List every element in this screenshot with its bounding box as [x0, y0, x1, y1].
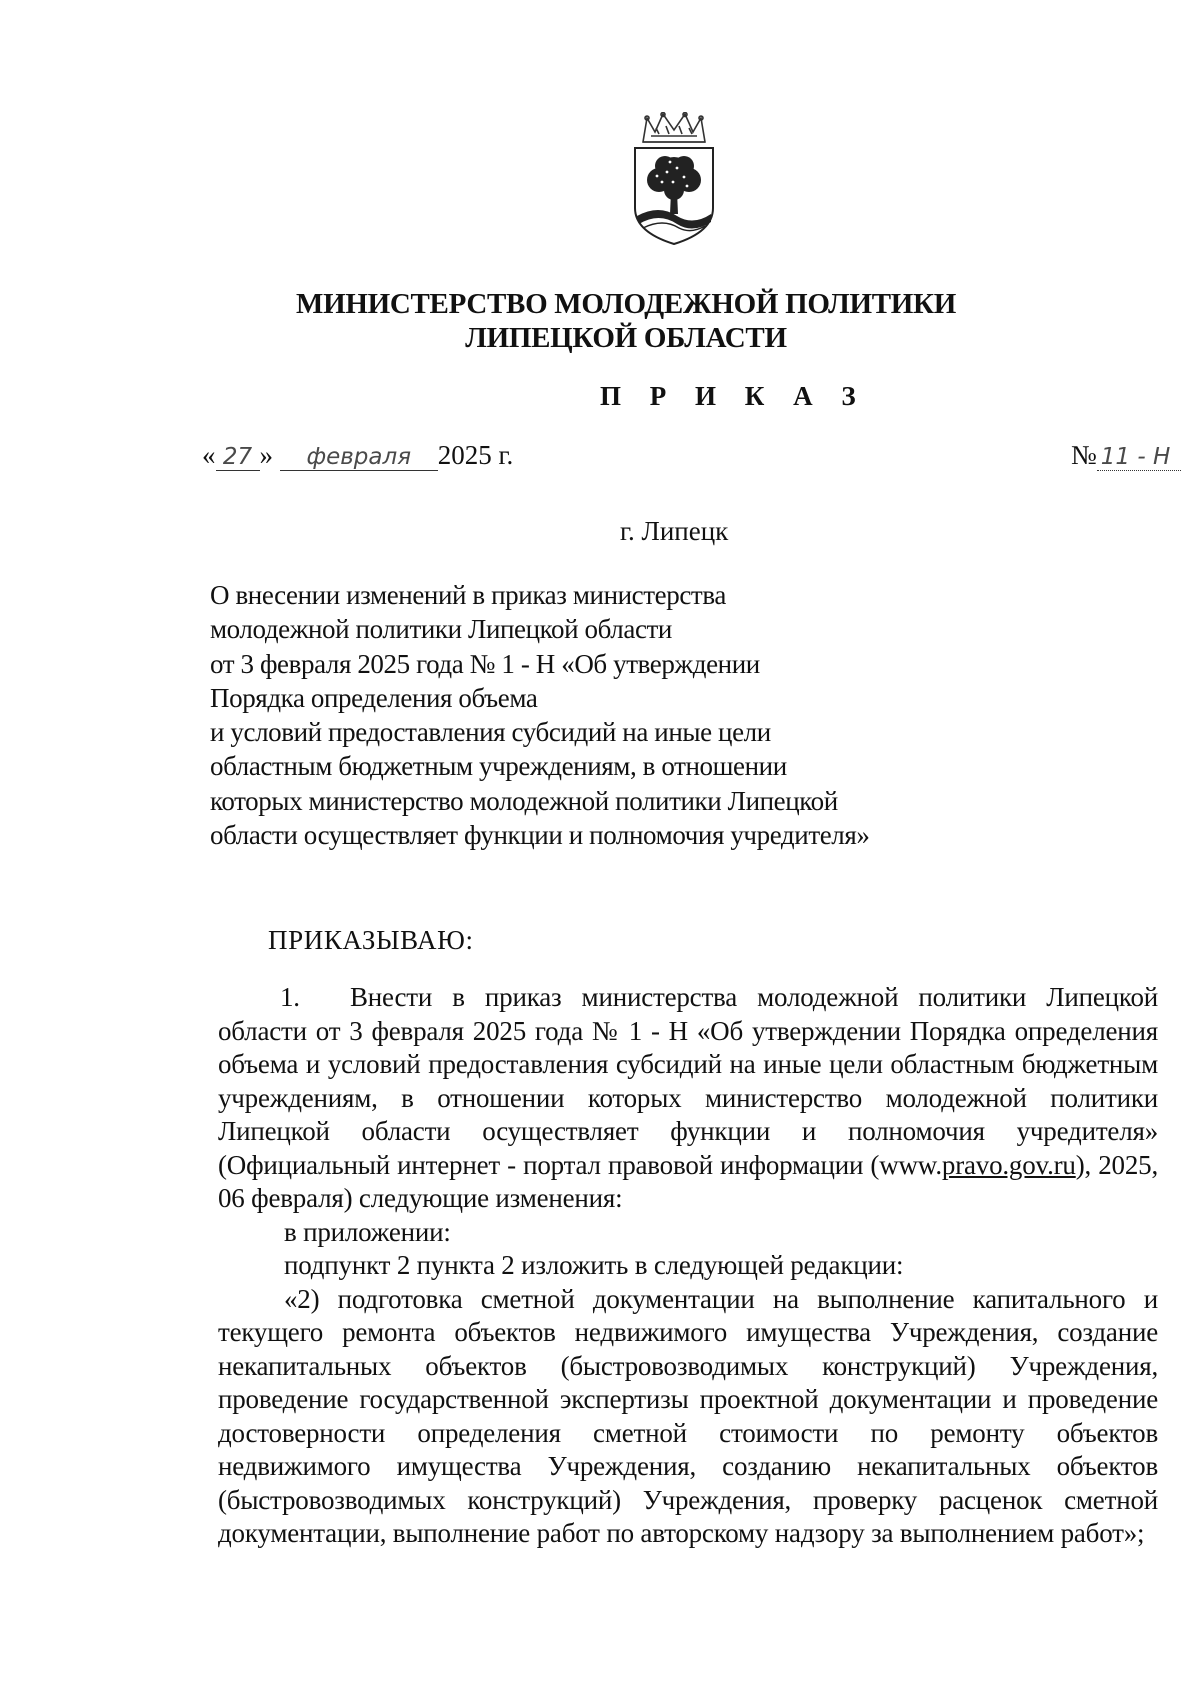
in-appendix-paragraph: в приложении: [284, 1216, 451, 1247]
date-year: 2025 г. [437, 440, 514, 470]
number-value: 11 - Н [1097, 444, 1181, 471]
date-day: 27 [216, 444, 260, 471]
subject-line: Порядка определения объема [210, 682, 538, 713]
date-close-quote: » [259, 440, 273, 470]
subject-line: которых министерство молодежной политики Липецкой [210, 785, 838, 816]
subject-line: молодежной политики Липецкой области [210, 614, 672, 645]
document-date [202, 440, 513, 471]
subject-line: от 3 февраля 2025 года № 1 - Н «Об утверждении [210, 648, 760, 679]
item-1-paragraph [218, 981, 1158, 1216]
new-subpoint-paragraph: «2) подготовка сметной документации на выполнение капитального и текущего ремонта объектов недвижимого имущества Учреждения, создание некапитальных объектов (быстровозводимых конструкций) Учреждения, проведение государственной экспертизы проектной документации и проведение достоверности определения сметной стоимости по ремонту объектов недвижимого имущества Учреждения, созданию некапитальных объектов (быстровозводимых конструкций) Учреждения, проверку расценок сметной документации, выполнение работ по авторскому надзору за выполнением работ»; [218, 1283, 1158, 1548]
number-prefix: № [1071, 440, 1097, 470]
document-body [218, 981, 1158, 1551]
subject-line: области осуществляет функции и полномочия учредителя» [210, 820, 870, 851]
subpoint-instruction-paragraph: подпункт 2 пункта 2 изложить в следующей редакции: [284, 1250, 904, 1280]
ministry-name-line2: ЛИПЕЦКОЙ ОБЛАСТИ [465, 322, 787, 354]
document-number [1071, 440, 1181, 471]
subject-line: О внесении изменений в приказ министерства [210, 580, 726, 610]
item-1-text-end: ), 2025, 06 февраля) следующие изменения: [218, 1149, 1158, 1213]
ministry-name-line1: МИНИСТЕРСТВО МОЛОДЕЖНОЙ ПОЛИТИКИ [296, 288, 956, 320]
subject-line: областным бюджетным учреждениям, в отношении [210, 751, 787, 782]
document-type-title: П Р И К А З [600, 381, 867, 411]
document-subject [210, 578, 870, 852]
item-1-number: 1. [280, 982, 300, 1012]
lipetsk-coat-of-arms-icon [629, 112, 719, 247]
command-heading: ПРИКАЗЫВАЮ: [268, 925, 474, 955]
subject-line: и условий предоставления субсидий на иные цели [210, 717, 771, 748]
date-open-quote: « [202, 440, 216, 470]
city-name: г. Липецк [620, 516, 729, 546]
source-url: pravo.gov.ru [941, 1149, 1076, 1180]
date-month: февраля [280, 444, 438, 471]
item-1-text: Внести в приказ министерства молодежной политики Липецкой области от 3 февраля 2025 года № 1 - Н «Об утверждении Порядка определения объема и условий предоставления субсидий на иные цели областным бюджетным учреждениям, в отношении которых министерство молодежной политики Липецкой области осуществляет функции и полномочия учредителя» (Официальный интернет - портал правовой информации (www. [218, 982, 1158, 1180]
